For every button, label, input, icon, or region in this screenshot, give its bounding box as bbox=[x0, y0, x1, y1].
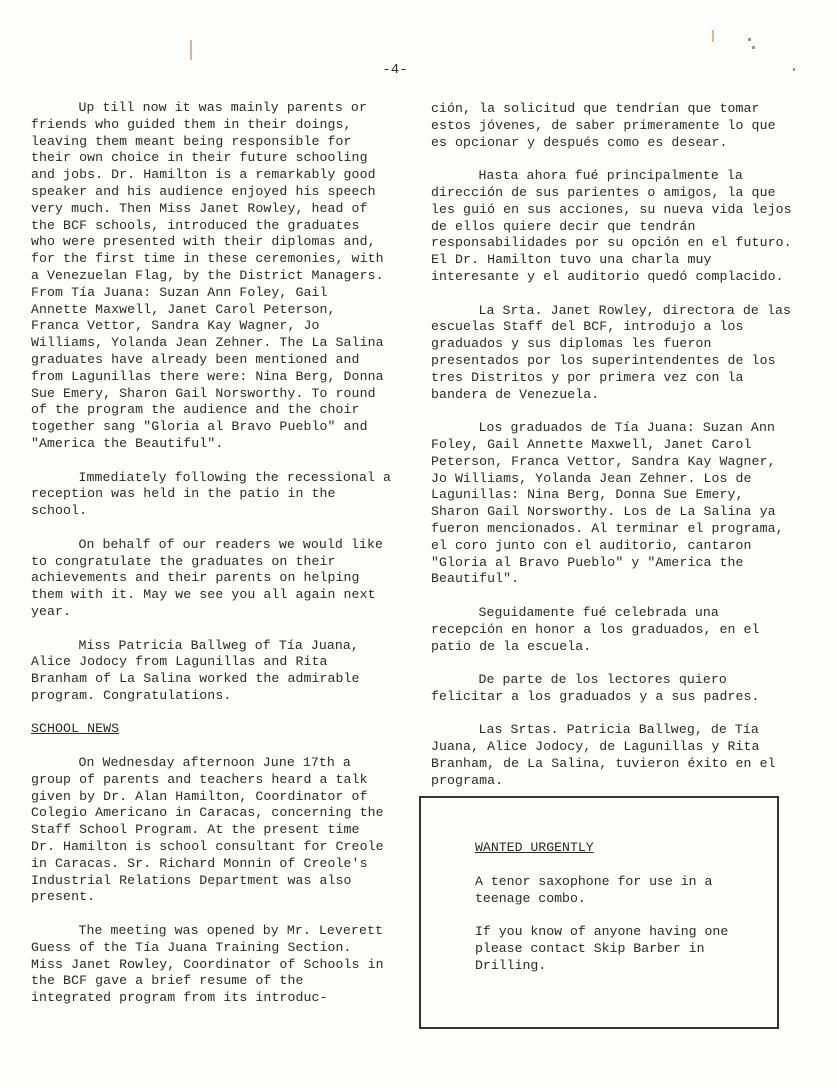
paragraph: Hasta ahora fué principalmente la dirección de sus parientes o amigos, la que les guió en sus acciones, su nueva vida lejos de ellos quiere decir que tendrán responsabilidades por su opción en el futuro. El Dr. Hamilton tuvo una charla muy interesante y el auditorio quedó complacido. bbox=[431, 168, 792, 284]
paragraph: Miss Patricia Ballweg of Tía Juana, Alice Jodocy from Lagunillas and Rita Branham of La Salina worked the admirable program. Congratulations. bbox=[31, 637, 360, 703]
wanted-urgently-box bbox=[419, 796, 779, 1029]
paragraph: The meeting was opened by Mr. Leverett Guess of the Tía Juana Training Section. Miss Janet Rowley, Coordinator of Schools in the BCF gave a brief resume of the integrated program from its introduc- bbox=[31, 923, 384, 1006]
paragraph: Seguidamente fué celebrada una recepción en honor a los graduados, en el patio de la escuela. bbox=[431, 604, 760, 654]
paragraph: Immediately following the recessional a reception was held in the patio in the school. bbox=[31, 469, 392, 519]
wanted-heading: WANTED URGENTLY bbox=[475, 840, 594, 855]
paper-mark bbox=[190, 40, 192, 60]
page-number: -4- bbox=[382, 62, 408, 78]
paragraph: ción, la solicitud que tendrían que tomar estos jóvenes, de saber primeramente lo que es opcionar y después como es desear. bbox=[431, 101, 776, 150]
wanted-text: A tenor saxophone for use in a teenage combo. bbox=[475, 873, 713, 906]
paragraph: Los graduados de Tía Juana: Suzan Ann Foley, Gail Annette Maxwell, Janet Carol Peterson, Franca Vettor, Sandra Kay Wagner, Jo Williams, Yolanda Jean Zehner. Los de Lagunillas: Nina Berg, Donna Sue Emery, Sharon Gail Norsworthy. Los de La Salina ya fueron mencionados. Al terminar el programa, el coro junto con el auditorio, cantaron "Gloria al Bravo Pueblo" y "America the Beautiful". bbox=[431, 420, 784, 587]
paragraph: On behalf of our readers we would like to congratulate the graduates on their achievements and their parents on helping them with it. May we see you all again next year. bbox=[31, 536, 383, 619]
paragraph: La Srta. Janet Rowley, directora de las escuelas Staff del BCF, introdujo a los graduados y sus diplomas les fueron presentados por los superintendentes de los tres Distritos y por primera vez con la bandera de Venezuela. bbox=[431, 302, 792, 402]
paper-mark bbox=[748, 38, 751, 41]
paragraph: Up till now it was mainly parents or friends who guided them in their doings, leaving them meant being responsible for their own choice in their future schooling and jobs. Dr. Hamilton is a remarkably good speaker and his audience enjoyed his speech very much. Then Miss Janet Rowley, head of the BCF schools, introduced the graduates who were presented with their diplomas and, for the first time in these ceremonies, with a Venezuelan Flag, by the District Managers. From Tía Juana: Suzan Ann Foley, Gail Annette Maxwell, Janet Carol Peterson, Franca Vettor, Sandra Kay Wagner, Jo Williams, Yolanda Jean Zehner. The La Salina graduates have already been mentioned and from Lagunillas there were: Nina Berg, Donna Sue Emery, Sharon Gail Norsworthy. To round of the program the audience and the choir together sang "Gloria al Bravo Pueblo" and "America the Beautiful". bbox=[31, 100, 384, 451]
left-column bbox=[31, 100, 391, 1024]
paragraph: De parte de los lectores quiero felicitar a los graduados y a sus padres. bbox=[431, 672, 760, 704]
paragraph: On Wednesday afternoon June 17th a group of parents and teachers heard a talk given by Dr. Alan Hamilton, Coordinator of Colegio Americano in Caracas, concerning the Staff School Program. At the present time Dr. Hamilton is school consultant for Creole in Caracas. Sr. Richard Monnin of Creole's Industrial Relations Department was also present. bbox=[31, 755, 384, 905]
paper-mark bbox=[712, 30, 714, 42]
paragraph: Las Srtas. Patricia Ballweg, de Tía Juana, Alice Jodocy, de Lagunillas y Rita Branham, de La Salina, tuvieron éxito en el programa. bbox=[431, 722, 776, 788]
paper-mark bbox=[793, 68, 795, 71]
school-news-heading: SCHOOL NEWS bbox=[31, 721, 120, 737]
paper-mark bbox=[752, 46, 755, 49]
wanted-contact: If you know of anyone having one please contact Skip Barber in Drilling. bbox=[475, 924, 729, 973]
right-column bbox=[431, 101, 796, 806]
